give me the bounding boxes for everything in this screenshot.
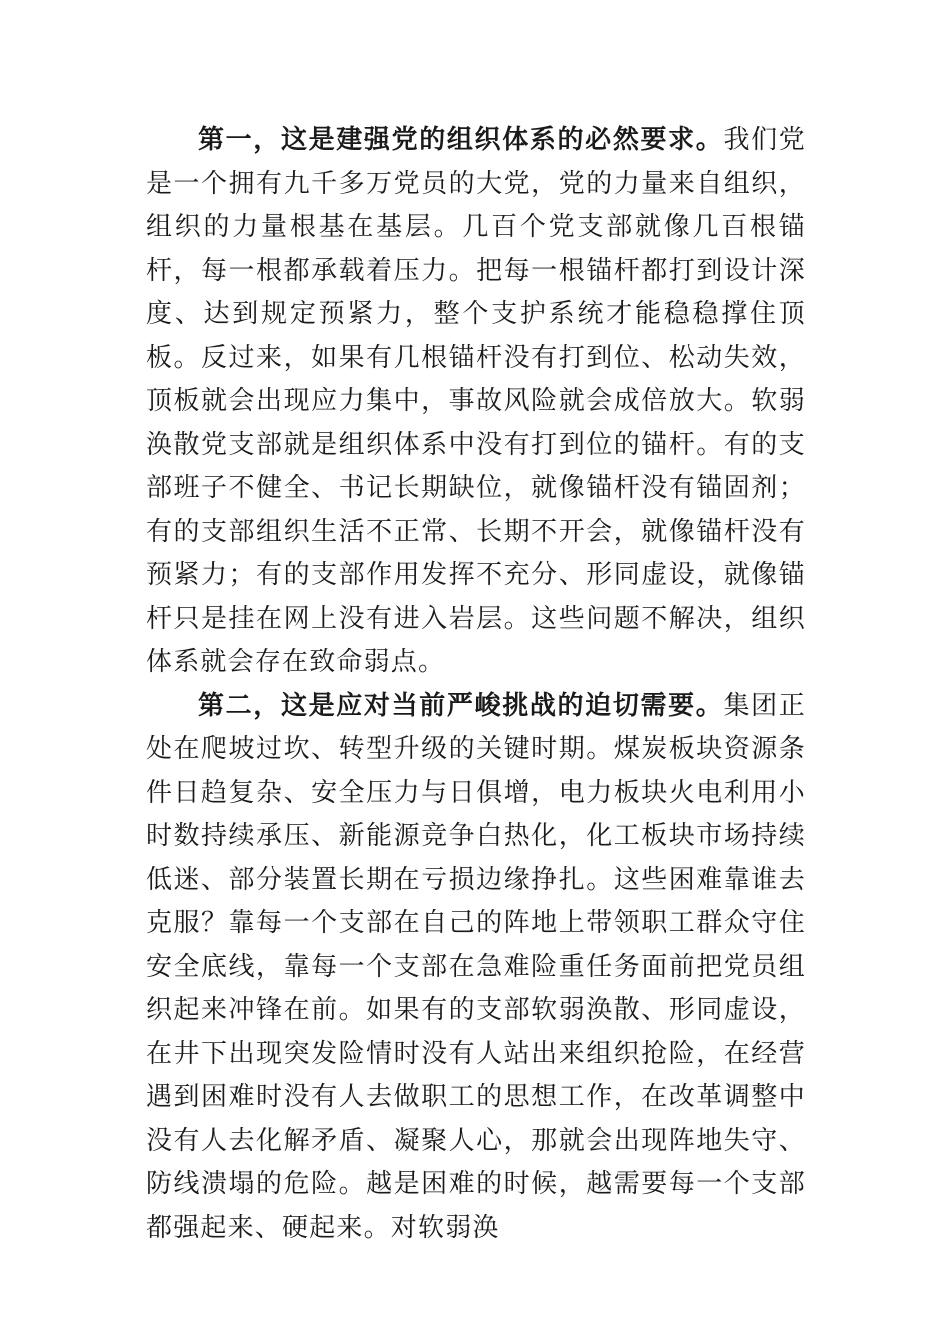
document-page [146, 119, 806, 1250]
paragraph-1-body: 我们党是一个拥有九千多万党员的大党，党的力量来自组织，组织的力量根基在基层。几百个党支部就像几百根锚杆，每一根都承载着压力。把每一根锚杆都打到设计深度、达到规定预紧力，整个支护系统才能稳稳撑住顶板。反过来，如果有几根锚杆没有打到位、松动失效，顶板就会出现应力集中，事故风险就会成倍放大。软弱涣散党支部就是组织体系中没有打到位的锚杆。有的支部班子不健全、书记长期缺位，就像锚杆没有锚固剂；有的支部组织生活不正常、长期不开会，就像锚杆没有预紧力；有的支部作用发挥不充分、形同虚设，就像锚杆只是挂在网上没有进入岩层。这些问题不解决，组织体系就会存在致命弱点。 [146, 125, 806, 677]
paragraph-2-body: 集团正处在爬坡过坎、转型升级的关键时期。煤炭板块资源条件日趋复杂、安全压力与日俱增，电力板块火电利用小时数持续承压、新能源竞争白热化，化工板块市场持续低迷、部分装置长期在亏损边缘挣扎。这些困难靠谁去克服？靠每一个支部在自己的阵地上带领职工群众守住安全底线，靠每一个支部在急难险重任务面前把党员组织起来冲锋在前。如果有的支部软弱涣散、形同虚设，在井下出现突发险情时没有人站出来组织抢险，在经营遇到困难时没有人去做职工的思想工作，在改革调整中没有人去化解矛盾、凝聚人心，那就会出现阵地失守、防线溃塌的危险。越是困难的时候，越需要每一个支部都强起来、硬起来。对软弱涣 [146, 690, 806, 1243]
paragraph-2-lead: 第二，这是应对当前严峻挑战的迫切需要。 [198, 690, 724, 721]
paragraph-1-lead: 第一，这是建强党的组织体系的必然要求。 [198, 125, 724, 155]
paragraph-1 [146, 119, 806, 685]
paragraph-2 [146, 685, 806, 1251]
